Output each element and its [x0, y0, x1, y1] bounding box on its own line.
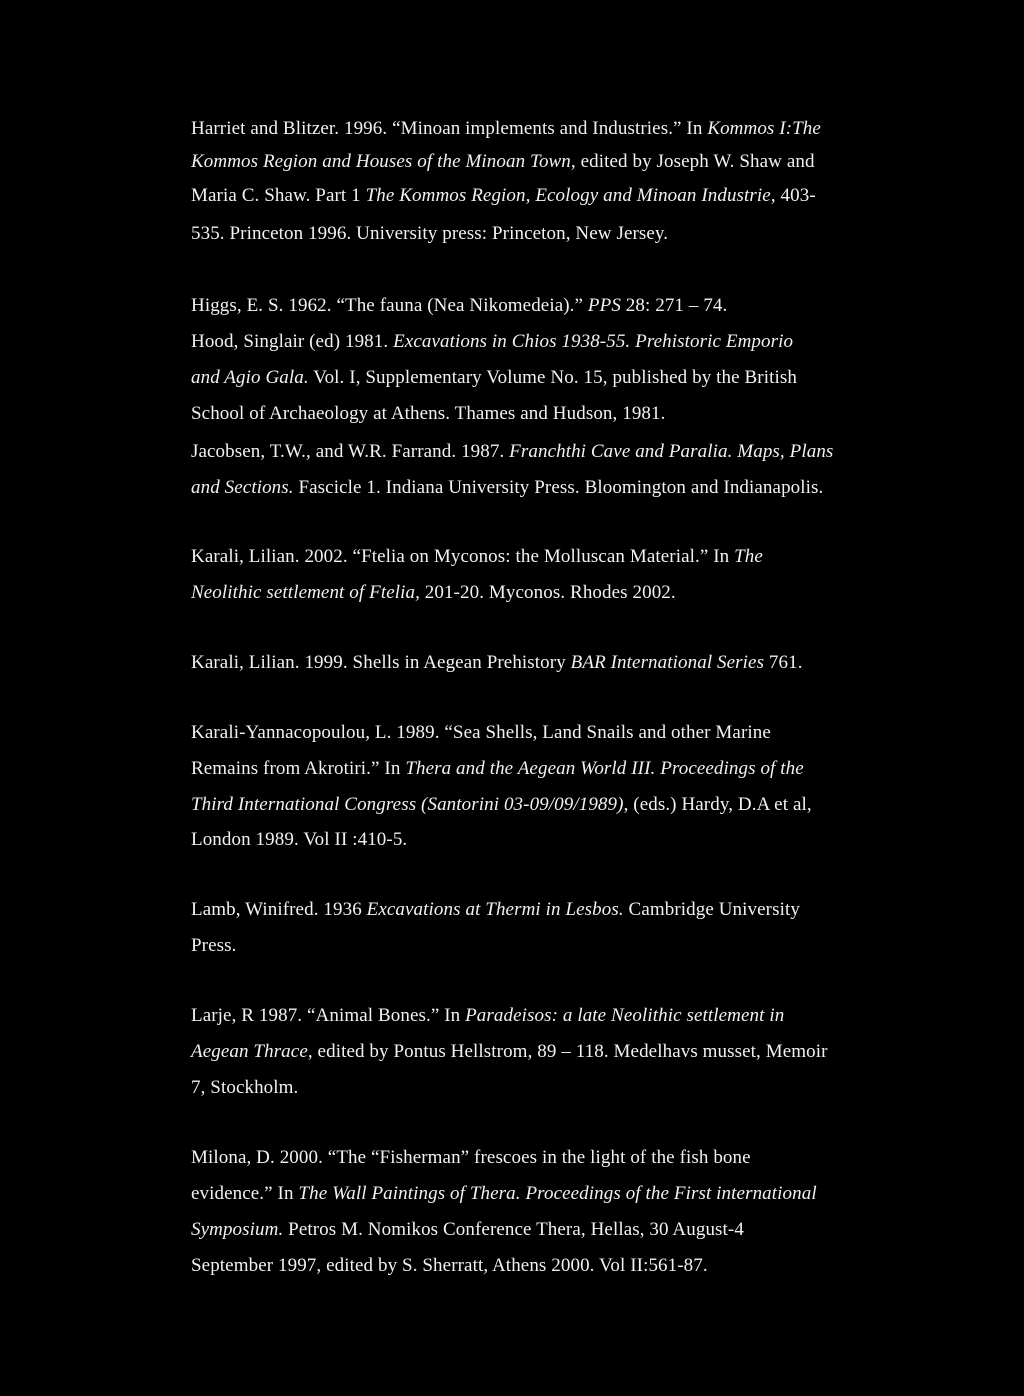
citation-text: , edited by Pontus Hellstrom, 89 – 118. Medelhavs musset, Memoir	[307, 1041, 828, 1062]
citation-text: September 1997, edited by S. Sherratt, Athens 2000. Vol II:561-87.	[191, 1255, 708, 1276]
citation-text: , (eds.) Hardy, D.A et al,	[623, 794, 812, 815]
reference-line	[191, 223, 668, 245]
reference-line	[191, 1005, 784, 1027]
reference-line	[191, 118, 821, 140]
citation-text: 535. Princeton 1996. University press: Princeton, New Jersey.	[191, 223, 669, 244]
italic-title-text: Third International Congress (Santorini 03-09/09/1989)	[191, 794, 624, 815]
reference-line	[191, 1147, 751, 1169]
italic-title-text: Paradeisos: a late Neolithic settlement in	[465, 1005, 785, 1026]
italic-title-text: The	[734, 546, 763, 567]
reference-line	[191, 331, 793, 353]
italic-title-text: Aegean Thrace	[191, 1041, 308, 1062]
citation-text: , 403-	[770, 185, 816, 206]
reference-line	[191, 1183, 817, 1205]
citation-text: Fascicle 1. Indiana University Press. Bloomington and Indianapolis.	[293, 477, 824, 498]
reference-line	[191, 477, 823, 499]
reference-line	[191, 546, 763, 568]
italic-title-text: Excavations at Thermi in Lesbos.	[366, 899, 624, 920]
reference-line	[191, 652, 803, 674]
citation-text: Karali-Yannacopoulou, L. 1989. “Sea Shells, Land Snails and other Marine	[191, 722, 771, 743]
reference-line	[191, 1255, 708, 1277]
italic-title-text: Franchthi Cave and Paralia. Maps, Plans	[509, 441, 834, 462]
citation-text: Press.	[191, 935, 237, 956]
citation-text: Remains from Akrotiri.” In	[191, 758, 406, 779]
italic-title-text: Excavations in Chios 1938-55. Prehistoric Emporio	[393, 331, 794, 352]
citation-text: Harriet and Blitzer. 1996. “Minoan implements and Industries.” In	[191, 118, 708, 139]
italic-title-text: and Sections.	[191, 477, 294, 498]
italic-title-text: The Kommos Region, Ecology and Minoan Industrie	[365, 185, 771, 206]
reference-line	[191, 295, 727, 317]
citation-text: Lamb, Winifred. 1936	[191, 899, 367, 920]
italic-title-text: Thera and the Aegean World III. Proceedings of the	[405, 758, 804, 779]
citation-text: Vol. I, Supplementary Volume No. 15, published by the British	[308, 367, 797, 388]
reference-line	[191, 1077, 298, 1099]
italic-title-text: Neolithic settlement of Ftelia,	[191, 582, 420, 603]
reference-line	[191, 722, 771, 744]
italic-title-text: PPS	[587, 295, 621, 316]
reference-line	[191, 367, 797, 389]
italic-title-text: Kommos Region and Houses of the Minoan Town	[191, 151, 571, 172]
reference-line	[191, 1219, 744, 1241]
reference-line	[191, 441, 833, 463]
citation-text: Milona, D. 2000. “The “Fisherman” frescoes in the light of the fish bone	[191, 1147, 751, 1168]
reference-line	[191, 899, 800, 921]
citation-text: evidence.” In	[191, 1183, 299, 1204]
reference-line	[191, 185, 816, 207]
citation-text: Cambridge University	[623, 899, 800, 920]
reference-line	[191, 403, 665, 425]
citation-text: 28: 271 – 74.	[620, 295, 728, 316]
reference-line	[191, 758, 804, 780]
citation-text: 201-20. Myconos. Rhodes 2002.	[419, 582, 676, 603]
reference-line	[191, 794, 812, 816]
reference-line	[191, 1041, 828, 1063]
italic-title-text: The Wall Paintings of Thera. Proceedings of the First international	[298, 1183, 817, 1204]
citation-text: , edited by Joseph W. Shaw and	[570, 151, 815, 172]
reference-line	[191, 582, 676, 604]
citation-text: Maria C. Shaw. Part 1	[191, 185, 366, 206]
citation-text: Hood, Singlair (ed) 1981.	[191, 331, 394, 352]
citation-text: Karali, Lilian. 2002. “Ftelia on Myconos: the Molluscan Material.” In	[191, 546, 735, 567]
citation-text: 761.	[764, 652, 803, 673]
citation-text: London 1989. Vol II :410-5.	[191, 829, 408, 850]
citation-text: Larje, R 1987. “Animal Bones.” In	[191, 1005, 466, 1026]
citation-text: School of Archaeology at Athens. Thames and Hudson, 1981.	[191, 403, 666, 424]
citation-text: Higgs, E. S. 1962. “The fauna (Nea Nikomedeia).”	[191, 295, 588, 316]
citation-text: 7, Stockholm.	[191, 1077, 299, 1098]
citation-text: Petros M. Nomikos Conference Thera, Hellas, 30 August-4	[283, 1219, 744, 1240]
italic-title-text: Symposium.	[191, 1219, 284, 1240]
citation-text: Jacobsen, T.W., and W.R. Farrand. 1987.	[191, 441, 510, 462]
italic-title-text: BAR International Series	[570, 652, 765, 673]
reference-line	[191, 935, 236, 957]
italic-title-text: and Agio Gala.	[191, 367, 309, 388]
reference-line	[191, 151, 815, 173]
italic-title-text: Kommos I:The	[707, 118, 821, 139]
reference-line	[191, 829, 407, 851]
citation-text: Karali, Lilian. 1999. Shells in Aegean Prehistory	[191, 652, 571, 673]
